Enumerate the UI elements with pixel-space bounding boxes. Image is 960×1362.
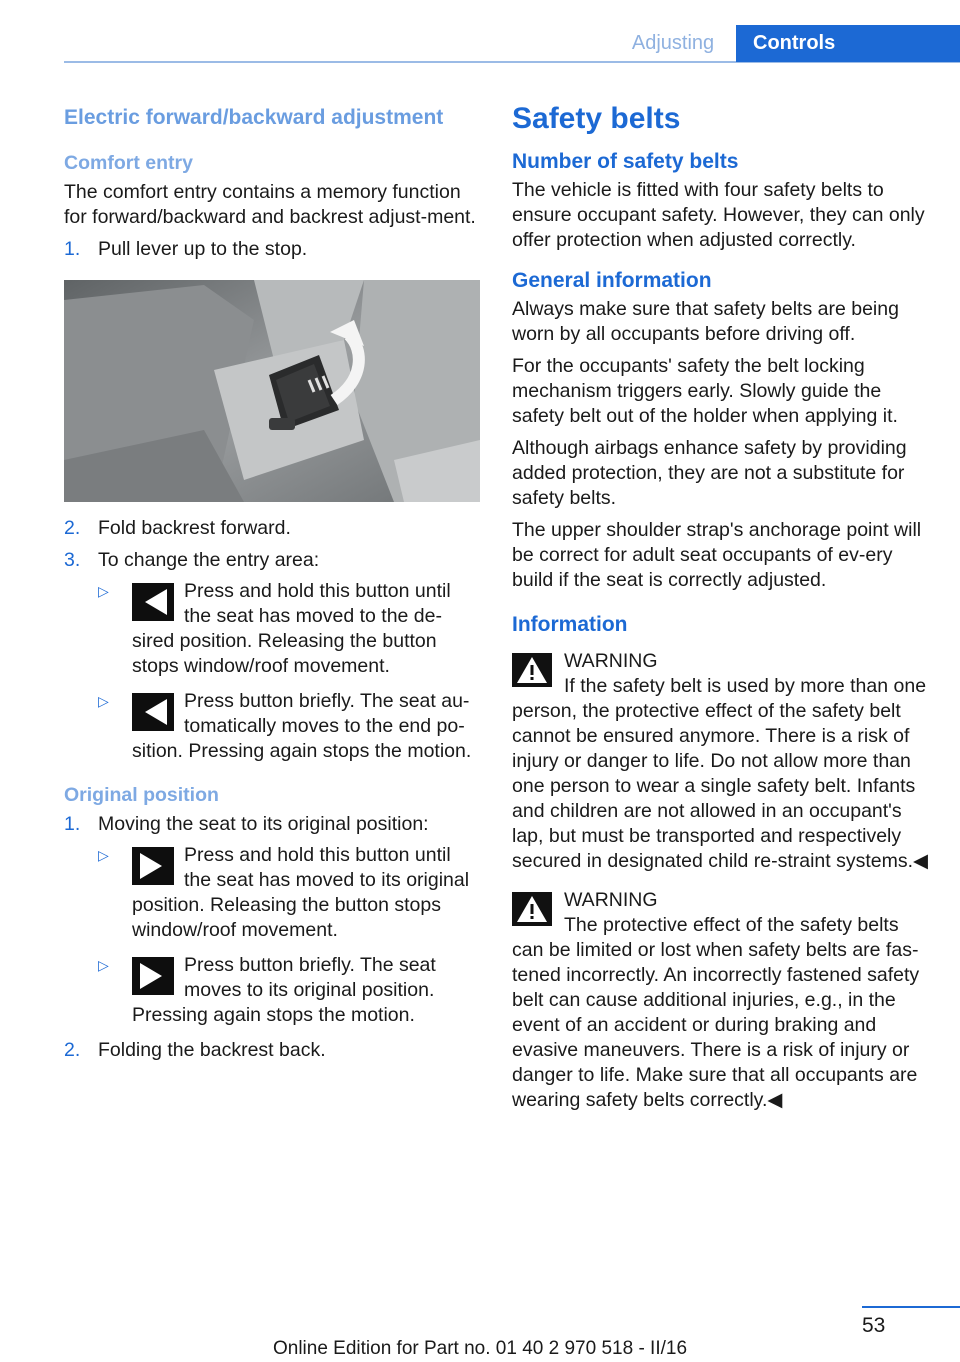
orig-bullet-2 [98,953,482,1028]
section-heading-electric-adjustment: Electric forward/backward adjustment [64,106,444,129]
step-text: To change the entry area: [98,549,320,571]
general-paragraph-2: For the occupants' safety the belt locking mechanism triggers early. Slowly guide the safety belt out of the holder when applying it. [512,355,898,427]
subheading-general-information: General information [512,269,712,292]
step-text: Moving the seat to its original position: [98,813,429,835]
seat-backward-button-icon [132,693,174,731]
page-title: Safety belts [512,102,681,135]
bullet-text: Press and hold this button until the seat has moved to the de-sired position. Releasing the button stops window/roof movement. [132,580,451,677]
subheading-original-position: Original position [64,784,219,806]
step-1 [64,237,482,262]
bullet-text: Press button briefly. The seat moves to its original position. Pressing again stops the motion. [132,954,436,1026]
entry-bullet-2 [98,689,482,764]
orig-bullet-1 [98,843,482,943]
subheading-comfort-entry: Comfort entry [64,152,193,174]
tab-adjusting: Adjusting [631,32,715,54]
step-number: 1. [64,238,81,260]
step-text: Fold backrest forward. [98,517,291,539]
bullet-marker: ▷ [98,693,109,709]
entry-bullet-1 [98,579,482,679]
step-text: Pull lever up to the stop. [98,238,308,260]
step-2 [64,516,482,541]
general-paragraph-1: Always make sure that safety belts are being worn by all occupants before driving off. [512,298,899,345]
warning-label: WARNING [564,889,658,911]
seat-forward-button-icon [132,957,174,995]
orig-step-2 [64,1038,482,1063]
footer-rule [862,1306,960,1308]
warning-triangle-icon [512,653,552,687]
seat-lever-photo [64,280,480,502]
bullet-marker: ▷ [98,583,109,599]
page-number: 53 [862,1314,886,1337]
warning-text: The protective effect of the safety belts can be limited or lost when safety belts are fas-tened incorrectly. An incorrectly fastened safety belt can cause additional injuries, e.g., in the event of an accident or during braking and evasive maneuvers. There is a risk of injury or danger to life. Make sure that all occupants are wearing safety belts correctly.◀ [512,914,920,1111]
warning-block-2 [512,888,930,1113]
seat-forward-button-icon [132,847,174,885]
subheading-number-of-belts: Number of safety belts [512,150,739,173]
orig-step-1 [64,812,482,1028]
seat-lever-illustration [64,280,480,502]
general-paragraph-3: Although airbags enhance safety by providing added protection, they are not a substitute for safety belts. [512,437,907,509]
comfort-entry-text: The comfort entry contains a memory function for forward/backward and backrest adjust-ment. [64,181,476,228]
right-column [512,100,930,1127]
subheading-information: Information [512,613,628,636]
general-paragraph-4: The upper shoulder strap's anchorage point will be correct for adult seat occupants of ev-ery build if the seat is correctly adjusted. [512,519,922,591]
warning-text: If the safety belt is used by more than one person, the protective effect of the safety belt cannot be ensured anymore. There is a risk of injury or danger to life. Do not allow more than one person to wear a single safety belt. Infants and children are not allowed in an occupant's lap, but must be transported and respectively secured in designated child re-straint systems.◀ [512,675,929,872]
tab-controls: Controls [736,25,960,62]
warning-label: WARNING [564,650,658,672]
seat-backward-button-icon [132,583,174,621]
number-text: The vehicle is fitted with four safety belts to ensure occupant safety. However, they can only offer protection when adjusted correctly. [512,179,925,251]
step-number: 2. [64,1039,81,1061]
bullet-text: Press button briefly. The seat au-tomatically moves to the end po-sition. Pressing again stops the motion. [132,690,472,762]
bullet-text: Press and hold this button until the seat has moved to its original position. Releasing the button stops window/roof movement. [132,844,470,941]
warning-block-1 [512,649,930,874]
edition-footer: Online Edition for Part no. 01 40 2 970 518 - II/16 [272,1338,688,1359]
step-number: 2. [64,517,81,539]
left-column [64,100,482,1070]
step-text: Folding the backrest back. [98,1039,326,1061]
step-number: 3. [64,549,81,571]
step-3 [64,548,482,764]
step-number: 1. [64,813,81,835]
bullet-marker: ▷ [98,847,109,863]
warning-triangle-icon [512,892,552,926]
bullet-marker: ▷ [98,957,109,973]
